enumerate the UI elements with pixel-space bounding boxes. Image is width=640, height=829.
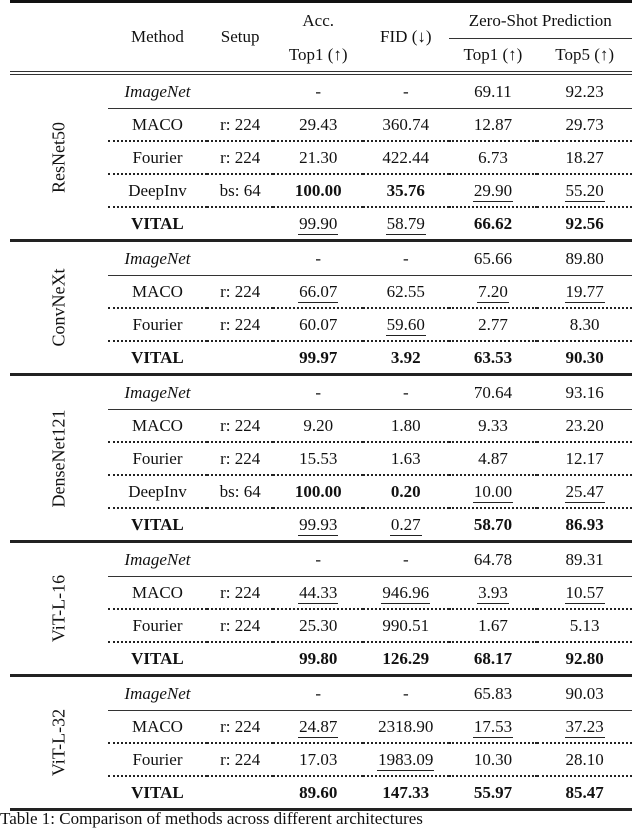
zs-top5-value: 89.31	[565, 549, 604, 569]
fid-value: 3.92	[390, 347, 421, 367]
table-caption: Table 1: Comparison of methods across different architectures	[0, 809, 423, 828]
zs-top1-value: 6.73	[478, 147, 508, 167]
method-name: MACO	[131, 716, 183, 736]
method-name: VITAL	[131, 514, 184, 534]
zs-top1-value: 58.70	[473, 514, 513, 534]
method-name: ImageNet	[124, 549, 191, 569]
table-row	[10, 676, 632, 711]
zs-top1-value: 70.64	[473, 382, 513, 402]
method-name: VITAL	[131, 648, 184, 668]
fid-value: -	[402, 248, 409, 268]
acc-top1-value: 99.97	[299, 347, 338, 367]
acc-top1-value: 17.03	[299, 749, 338, 769]
method-name: VITAL	[131, 782, 184, 802]
zs-top1-value: 4.87	[478, 448, 508, 468]
header-fid: FID (↓)	[363, 2, 449, 74]
method-name: VITAL	[131, 213, 184, 233]
zs-top1-value: 12.87	[473, 114, 513, 134]
table-row	[10, 375, 632, 410]
zs-top1-value: 1.67	[478, 615, 508, 635]
fid-value: 0.27	[390, 514, 421, 534]
fid-value: 58.79	[386, 213, 425, 233]
fid-value: 35.76	[386, 180, 425, 200]
header-setup: Setup	[207, 2, 273, 74]
zs-top1-value: 10.30	[473, 749, 513, 769]
setup-value: r: 224	[220, 716, 261, 736]
table-row	[10, 241, 632, 276]
zs-top1-value: 55.97	[473, 782, 513, 802]
method-name: ImageNet	[124, 81, 191, 101]
acc-top1-value: 15.53	[299, 448, 338, 468]
acc-top1-value: 99.90	[299, 213, 338, 233]
fid-value: -	[402, 683, 409, 703]
setup-value: r: 224	[220, 281, 261, 301]
fid-value: 147.33	[382, 782, 430, 802]
acc-top1-value: 100.00	[294, 180, 342, 200]
setup-value: bs: 64	[219, 180, 261, 200]
architecture-label: DenseNet121	[48, 409, 69, 507]
zs-top5-value: 55.20	[565, 180, 604, 200]
zs-top1-value: 63.53	[473, 347, 513, 367]
zs-top1-value: 69.11	[474, 81, 512, 101]
method-name: Fourier	[132, 314, 183, 334]
acc-top1-value: 99.93	[299, 514, 338, 534]
zs-top5-value: 86.93	[565, 514, 604, 534]
fid-value: -	[402, 382, 409, 402]
method-name: DeepInv	[128, 481, 187, 501]
zs-top1-value: 2.77	[478, 314, 508, 334]
method-name: DeepInv	[128, 180, 187, 200]
acc-top1-value: 60.07	[299, 314, 338, 334]
architecture-label: ViT-L-32	[48, 708, 69, 777]
fid-value: -	[402, 549, 409, 569]
method-name: MACO	[131, 582, 183, 602]
zs-top1-value: 68.17	[473, 648, 513, 668]
zs-top5-value: 85.47	[565, 782, 604, 802]
zs-top1-value: 10.00	[473, 481, 513, 501]
zs-top5-value: 5.13	[569, 615, 600, 635]
fid-value: 360.74	[382, 114, 430, 134]
fid-value: 2318.90	[378, 716, 434, 736]
acc-top1-value: 66.07	[299, 281, 338, 301]
acc-top1-value: 44.33	[299, 582, 338, 602]
fid-value: 1.80	[390, 415, 421, 435]
fid-value: 1983.09	[378, 749, 434, 769]
fid-value: 126.29	[382, 648, 430, 668]
zs-top5-value: 92.56	[565, 213, 604, 233]
header-acc-top1: Top1 (↑)	[273, 39, 363, 74]
zs-top5-value: 93.16	[565, 382, 604, 402]
method-name: ImageNet	[124, 382, 191, 402]
fid-value: 1.63	[390, 448, 421, 468]
acc-top1-value: -	[315, 683, 322, 703]
setup-value: r: 224	[220, 415, 261, 435]
acc-top1-value: -	[315, 549, 322, 569]
zs-top1-value: 17.53	[473, 716, 513, 736]
zs-top1-value: 9.33	[478, 415, 508, 435]
zs-top5-value: 92.80	[565, 648, 604, 668]
setup-value: r: 224	[220, 314, 261, 334]
acc-top1-value: 24.87	[299, 716, 338, 736]
fid-value: 946.96	[382, 582, 430, 602]
zs-top1-value: 29.90	[473, 180, 513, 200]
setup-value: r: 224	[220, 749, 261, 769]
setup-value: r: 224	[220, 582, 261, 602]
zs-top5-value: 25.47	[565, 481, 604, 501]
architecture-label: ViT-L-16	[48, 574, 69, 643]
zs-top1-value: 65.66	[473, 248, 513, 268]
architecture-label: ConvNeXt	[48, 268, 69, 347]
zs-top1-value: 64.78	[473, 549, 513, 569]
method-name: Fourier	[132, 615, 183, 635]
method-name: Fourier	[132, 147, 183, 167]
zs-top5-value: 8.30	[569, 314, 600, 334]
zs-top5-value: 12.17	[565, 448, 604, 468]
acc-top1-value: -	[315, 81, 322, 101]
zs-top5-value: 37.23	[565, 716, 604, 736]
acc-top1-value: -	[315, 382, 322, 402]
acc-top1-value: 100.00	[294, 481, 342, 501]
fid-value: 422.44	[382, 147, 430, 167]
zs-top5-value: 23.20	[565, 415, 604, 435]
header-zero-shot: Zero-Shot Prediction	[449, 2, 632, 39]
acc-top1-value: 21.30	[299, 147, 338, 167]
method-name: VITAL	[131, 347, 184, 367]
fid-value: 0.20	[390, 481, 421, 501]
header-method: Method	[108, 2, 207, 74]
method-name: Fourier	[132, 448, 183, 468]
setup-value: bs: 64	[219, 481, 261, 501]
acc-top1-value: 99.80	[299, 648, 338, 668]
zs-top5-value: 28.10	[565, 749, 604, 769]
zs-top5-value: 90.30	[565, 347, 604, 367]
method-name: ImageNet	[124, 683, 191, 703]
setup-value: r: 224	[220, 114, 261, 134]
header-acc: Acc.	[273, 2, 363, 39]
header-group	[10, 2, 108, 74]
acc-top1-value: 25.30	[299, 615, 338, 635]
table-row	[10, 73, 632, 109]
setup-value: r: 224	[220, 615, 261, 635]
zs-top5-value: 19.77	[565, 281, 604, 301]
fid-value: 990.51	[382, 615, 430, 635]
header-zs-top5: Top5 (↑)	[537, 39, 632, 74]
zs-top5-value: 18.27	[565, 147, 604, 167]
table-row	[10, 542, 632, 577]
acc-top1-value: -	[315, 248, 322, 268]
fid-value: -	[402, 81, 409, 101]
zs-top1-value: 7.20	[478, 281, 508, 301]
method-name: MACO	[131, 415, 183, 435]
zs-top5-value: 10.57	[565, 582, 604, 602]
architecture-label: ResNet50	[48, 121, 69, 193]
method-name: ImageNet	[124, 248, 191, 268]
fid-value: 59.60	[386, 314, 425, 334]
setup-value: r: 224	[220, 448, 261, 468]
results-table	[10, 0, 632, 811]
acc-top1-value: 9.20	[303, 415, 334, 435]
method-name: MACO	[131, 114, 183, 134]
method-name: Fourier	[132, 749, 183, 769]
zs-top5-value: 89.80	[565, 248, 604, 268]
setup-value: r: 224	[220, 147, 261, 167]
method-name: MACO	[131, 281, 183, 301]
zs-top1-value: 3.93	[478, 582, 508, 602]
zs-top5-value: 29.73	[565, 114, 604, 134]
acc-top1-value: 89.60	[299, 782, 338, 802]
zs-top1-value: 66.62	[473, 213, 513, 233]
header-zs-top1: Top1 (↑)	[449, 39, 538, 74]
fid-value: 62.55	[386, 281, 425, 301]
zs-top5-value: 92.23	[565, 81, 604, 101]
zs-top5-value: 90.03	[565, 683, 604, 703]
zs-top1-value: 65.83	[473, 683, 513, 703]
acc-top1-value: 29.43	[299, 114, 338, 134]
